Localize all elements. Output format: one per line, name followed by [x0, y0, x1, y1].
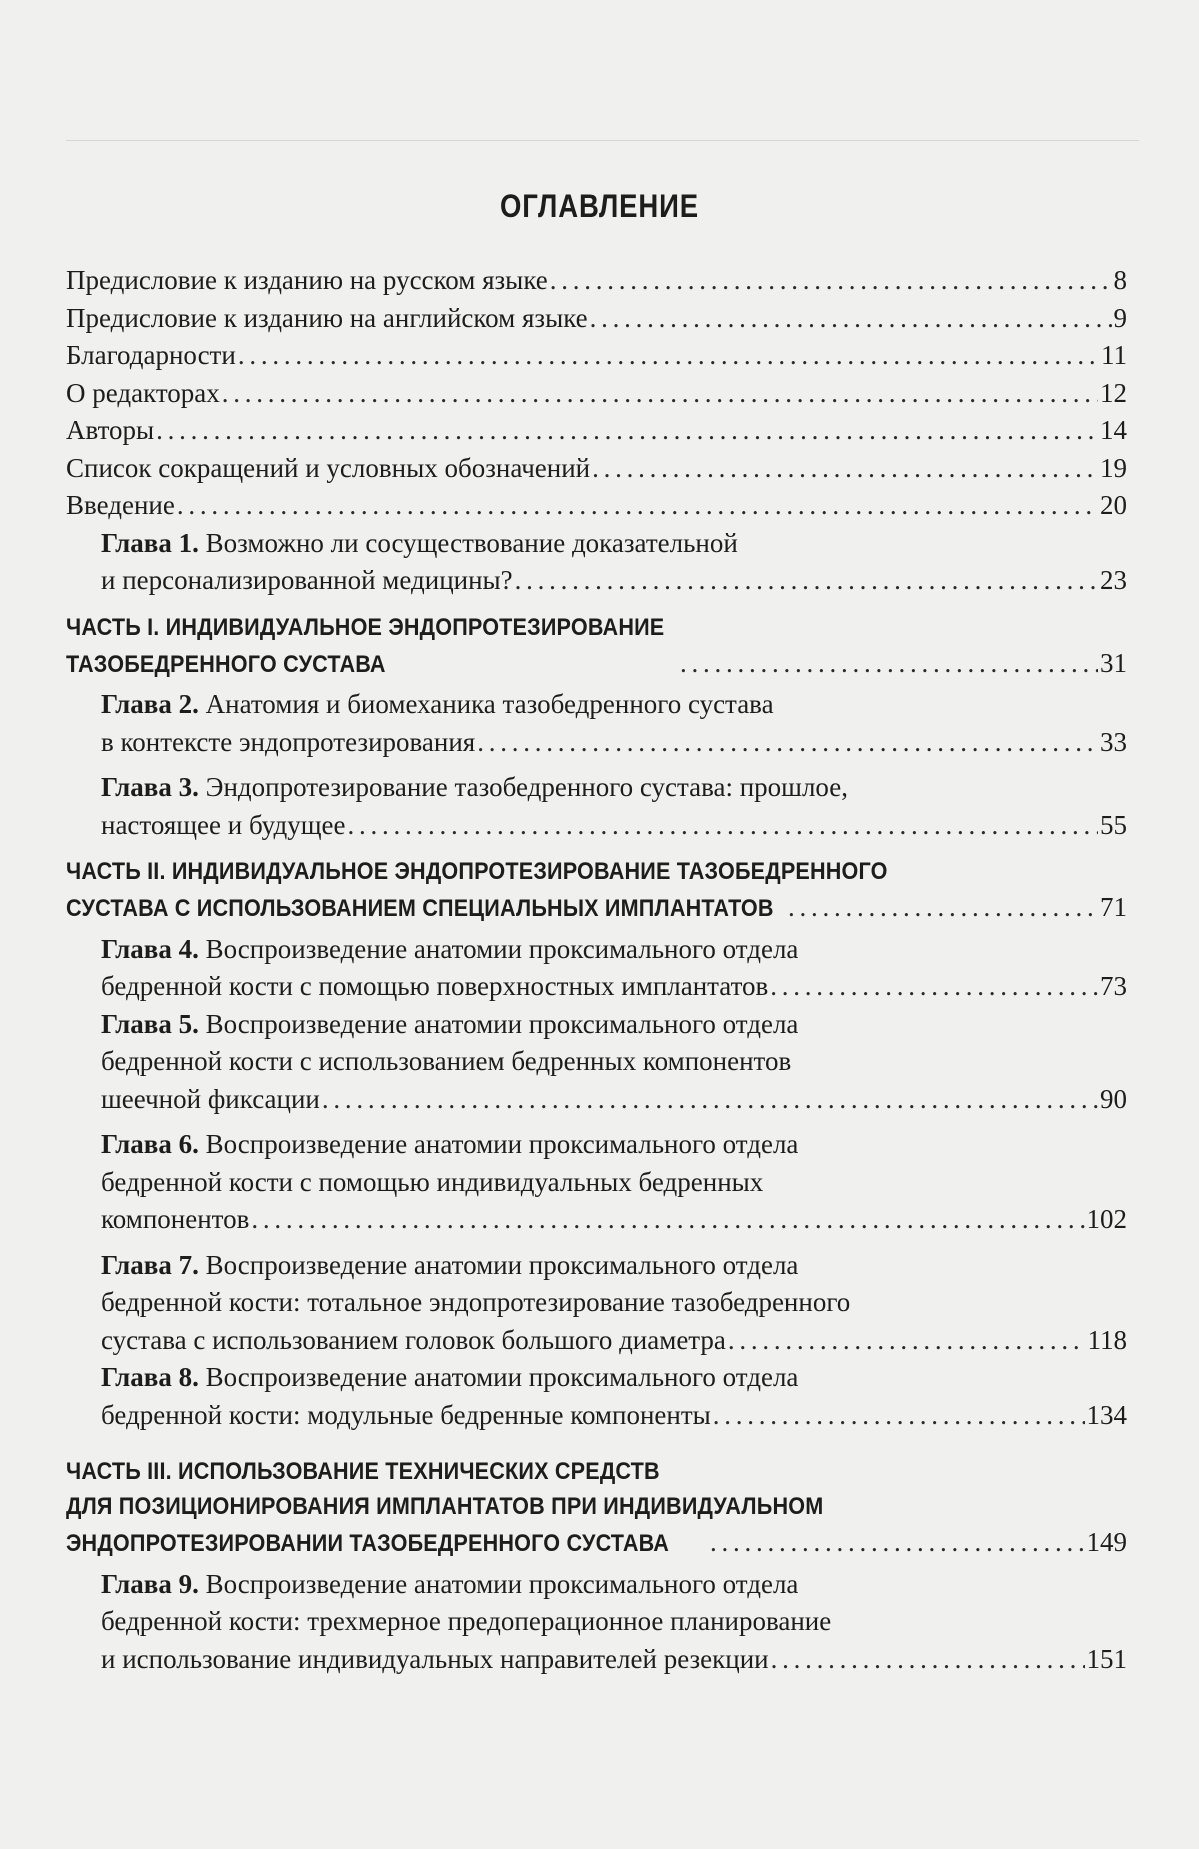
top-rule [66, 140, 1139, 141]
table-of-contents [66, 262, 1127, 1678]
toc-chapter-7: Глава 7. Воспроизведение анатомии проксимального отдела бедренной кости: тотальное эндопротезирование тазобедренного сустава с использованием головок большого диаметра . . . 118 [66, 1247, 1127, 1360]
toc-entry: Благодарности . . . 11 [66, 337, 1127, 375]
toc-chapter-8: Глава 8. Воспроизведение анатомии проксимального отдела бедренной кости: модульные бедренные компоненты . . . 134 [66, 1359, 1127, 1434]
toc-chapter-2: Глава 2. Анатомия и биомеханика тазобедренного сустава в контексте эндопротезирования . . . 33 [66, 686, 1127, 761]
toc-chapter-1: Глава 1. Возможно ли сосуществование доказательной и персонализированной медицины? . . . 23 [66, 525, 1127, 600]
toc-entry: Список сокращений и условных обозначений . . . 19 [66, 450, 1127, 488]
toc-chapter-6: Глава 6. Воспроизведение анатомии проксимального отдела бедренной кости с помощью индивидуальных бедренных компонентов . . . 102 [66, 1126, 1127, 1239]
page-title: ОГЛАВЛЕНИЕ [500, 188, 699, 224]
toc-chapter-3: Глава 3. Эндопротезирование тазобедренного сустава: прошлое, настоящее и будущее . . . 55 [66, 769, 1127, 844]
toc-chapter-9: Глава 9. Воспроизведение анатомии проксимального отдела бедренной кости: трехмерное предоперационное планирование и использование индивидуальных направителей резекции . . . 151 [66, 1566, 1127, 1679]
toc-entry: О редакторах . . . 12 [66, 375, 1127, 413]
toc-chapter-5: Глава 5. Воспроизведение анатомии проксимального отдела бедренной кости с использованием бедренных компонентов шеечной фиксации . . . 90 [66, 1006, 1127, 1119]
toc-part-3: ЧАСТЬ III. ИСПОЛЬЗОВАНИЕ ТЕХНИЧЕСКИХ СРЕДСТВ ДЛЯ ПОЗИЦИОНИРОВАНИЯ ИМПЛАНТАТОВ ПРИ ИНДИВИДУАЛЬНОМ ЭНДОПРОТЕЗИРОВАНИИ ТАЗОБЕДРЕННОГО СУСТАВА . . . 149 [66, 1454, 1127, 1562]
toc-part-2: ЧАСТЬ II. ИНДИВИДУАЛЬНОЕ ЭНДОПРОТЕЗИРОВАНИЕ ТАЗОБЕДРЕННОГО СУСТАВА С ИСПОЛЬЗОВАНИЕМ СПЕЦИАЛЬНЫХ ИМПЛАНТАТОВ . . . 71 [66, 854, 1127, 927]
toc-part-1: ЧАСТЬ I. ИНДИВИДУАЛЬНОЕ ЭНДОПРОТЕЗИРОВАНИЕ ТАЗОБЕДРЕННОГО СУСТАВА . . . 31 [66, 610, 1127, 683]
toc-entry: Авторы . . . 14 [66, 412, 1127, 450]
toc-chapter-4: Глава 4. Воспроизведение анатомии проксимального отдела бедренной кости с помощью поверхностных имплантатов . . . 73 [66, 931, 1127, 1006]
toc-entry: Введение . . . 20 [66, 487, 1127, 525]
toc-entry: Предисловие к изданию на русском языке . . . 8 [66, 262, 1127, 300]
toc-entry: Предисловие к изданию на английском языке . . . 9 [66, 300, 1127, 338]
